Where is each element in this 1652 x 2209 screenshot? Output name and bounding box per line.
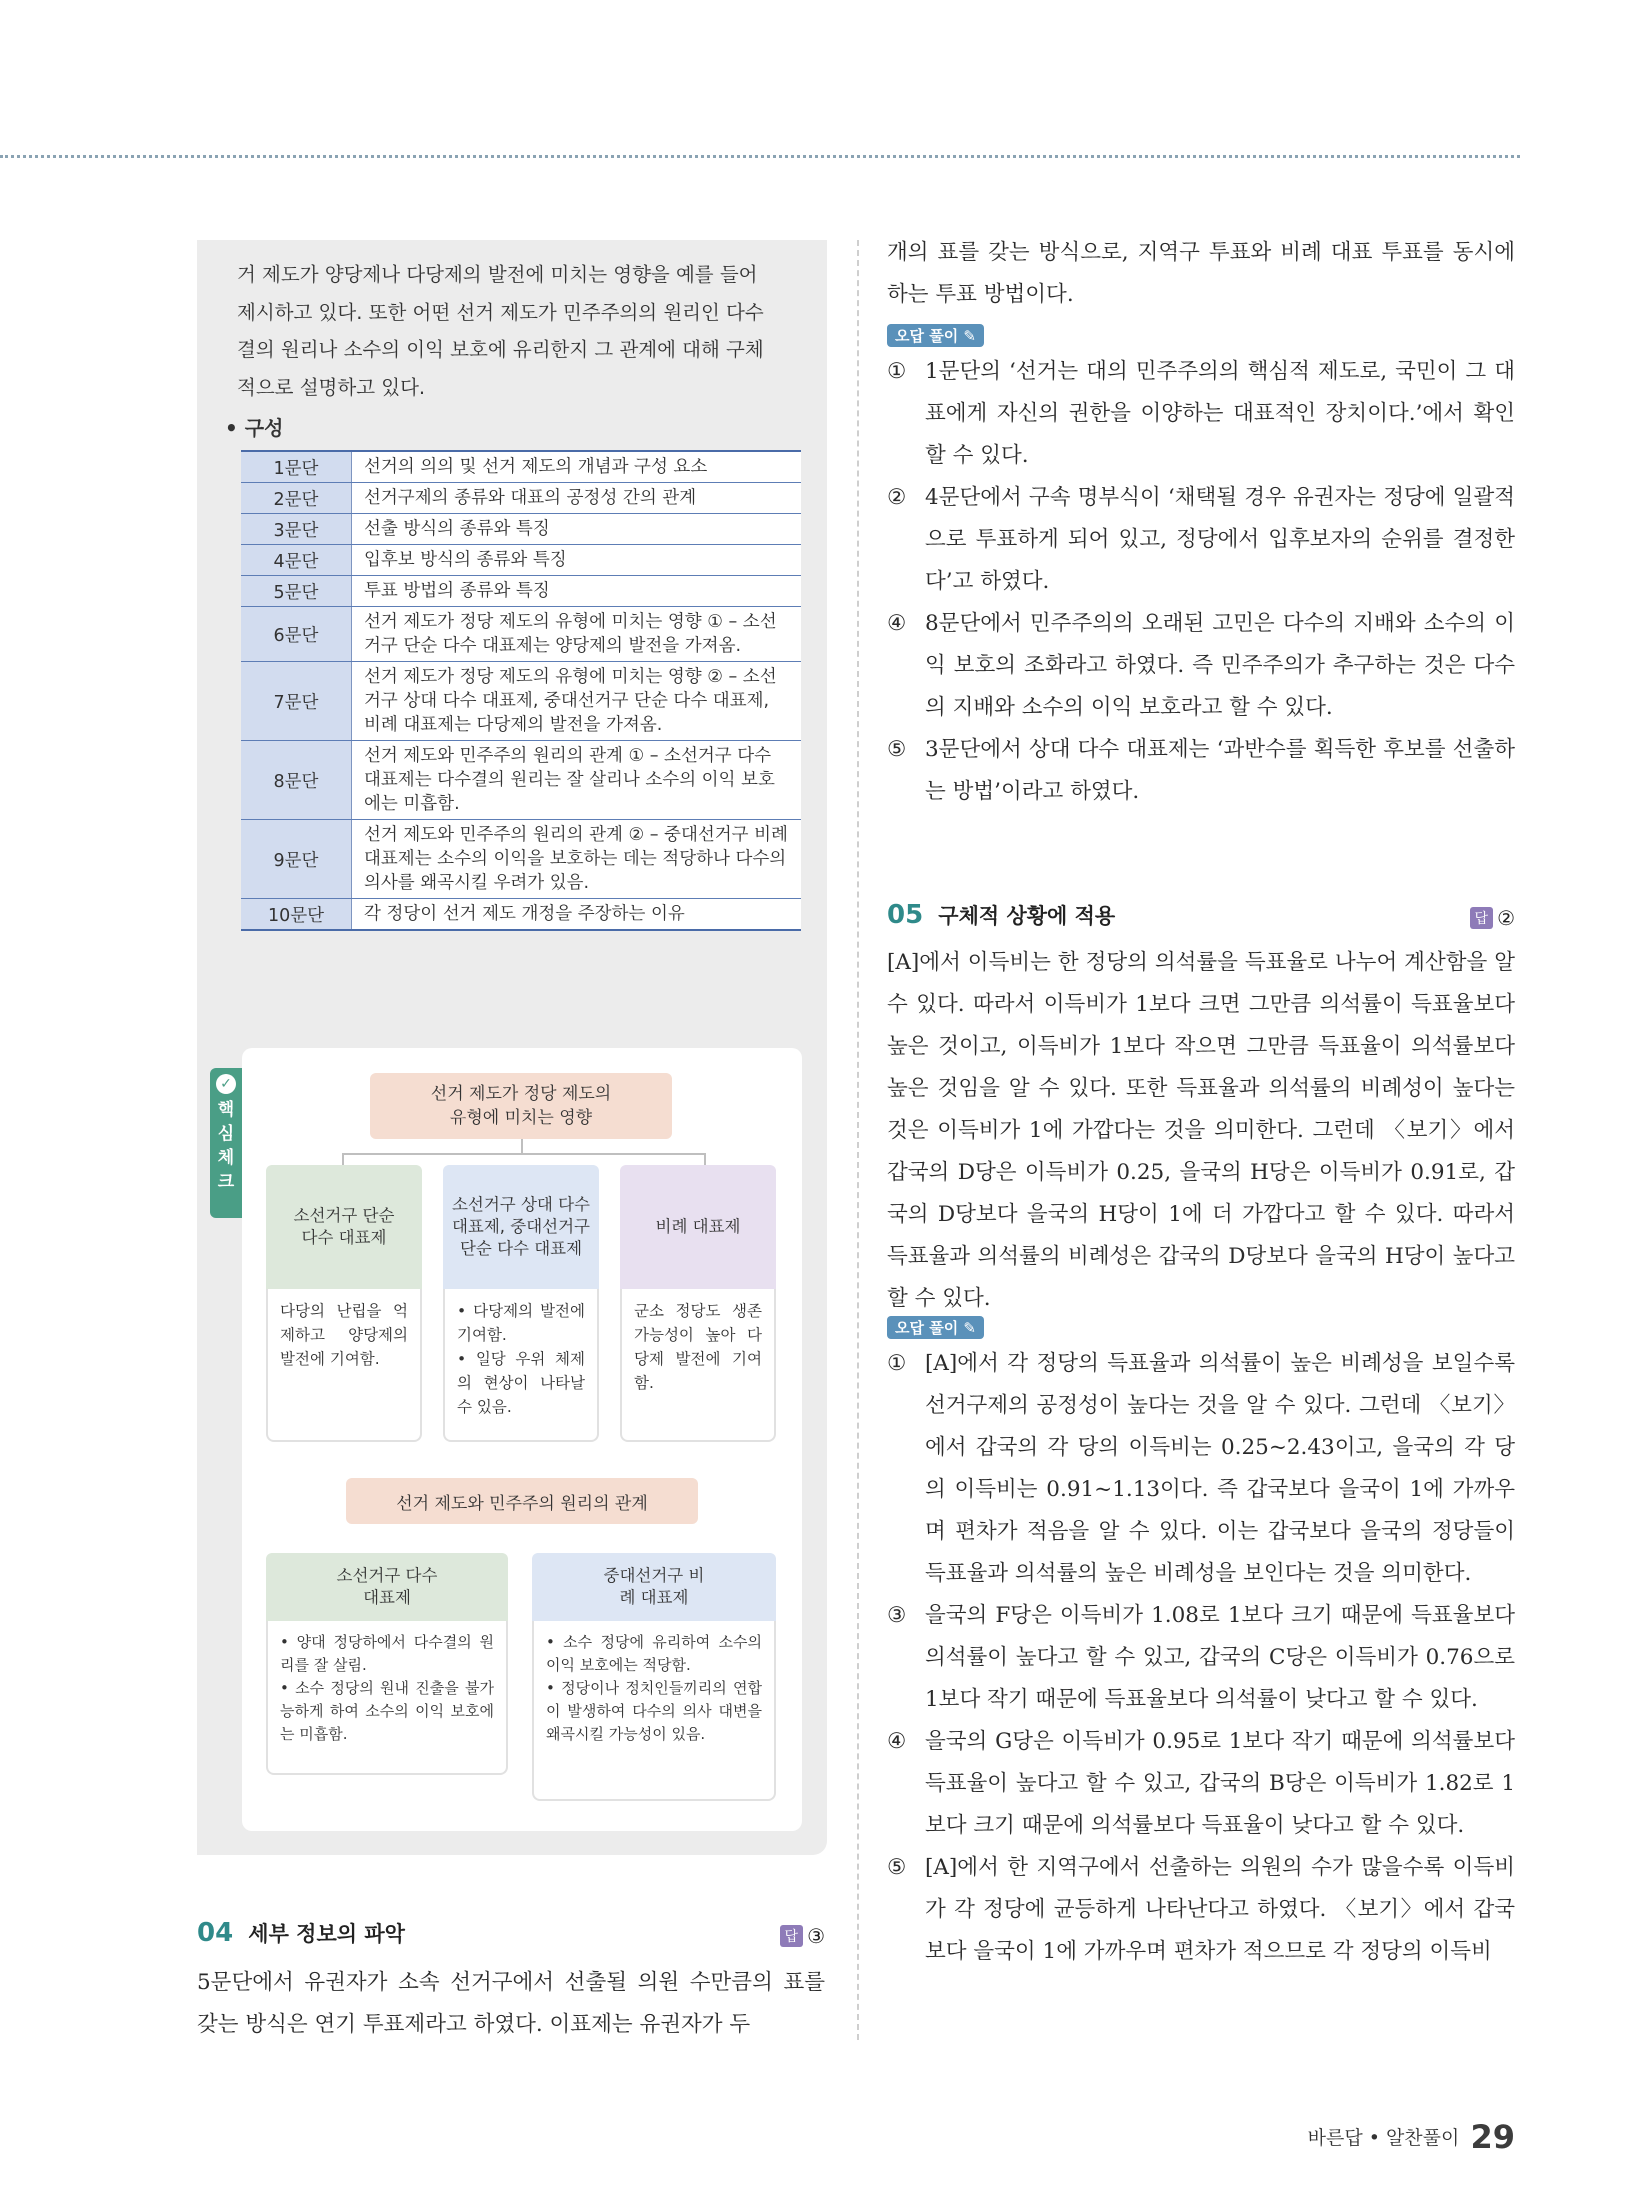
section-05-header: [887, 900, 1515, 936]
tab-char: 체: [217, 1148, 235, 1168]
para-cell: 6문단: [241, 607, 352, 662]
core-diagram: [242, 1048, 802, 1831]
right-continuation: [887, 232, 1515, 316]
table-row: [241, 576, 801, 607]
para-cell: 9문단: [241, 820, 352, 899]
answer-label: 답: [780, 1925, 804, 1947]
column-divider: [857, 240, 859, 2040]
table-row: [241, 545, 801, 576]
item-mark: ⑤: [887, 737, 907, 762]
diagram-bot2-head: 중대선거구 비례 대표제: [532, 1553, 776, 1621]
top-dotted-rule: [0, 155, 1520, 158]
para-cell: 2문단: [241, 483, 352, 514]
diagram-bot1-card: [266, 1621, 508, 1775]
col3-desc: 군소 정당도 생존 가능성이 높아 다당제 발전에 기여함.: [634, 1302, 762, 1392]
table-row: [241, 514, 801, 545]
body-paragraph: 5문단에서 유권자가 소속 선거구에서 선출될 의원 수만큼의 표를 갖는 방식은 연기 투표제라고 하였다. 이표제는 유권자가 두: [197, 1970, 825, 2037]
section-title: 구체적 상황에 적용: [938, 904, 1116, 928]
table-row: [241, 899, 801, 931]
connector: [521, 1139, 523, 1153]
section-number: 05: [887, 900, 924, 930]
item-text: [A]에서 한 지역구에서 선출하는 의원의 수가 많을수록 이득비가 각 정당에 균등하게 나타난다고 하였다. 〈보기〉에서 갑국보다 을국이 1에 가까우며 편차가 적으므로 각 정당의 이득비: [925, 1855, 1515, 1964]
bot1-item: • 양대 정당하에서 다수결의 원리를 잘 살림.: [280, 1633, 494, 1674]
intro-line: 제시하고 있다. 또한 어떤 선거 제도가 민주주의의 원리인 다수: [237, 300, 764, 324]
answer-value: ③: [807, 1924, 825, 1948]
structure-table: [241, 450, 801, 931]
col2-item: • 다당제의 발전에 기여함.: [457, 1302, 585, 1344]
section-05-body: [887, 942, 1515, 1320]
para-cell: 5문단: [241, 576, 352, 607]
table-row: [241, 741, 801, 820]
diagram-bot2-card: [532, 1621, 776, 1801]
desc-cell: 선출 방식의 종류와 특징: [352, 514, 802, 545]
col2-item: • 일당 우위 체제의 현상이 나타날 수 있음.: [457, 1350, 585, 1416]
table-row: [241, 451, 801, 483]
bot2-item: • 정당이나 정치인들끼리의 연합이 발생하여 다수의 의사 대변을 왜곡시킬 가능성이 있음.: [546, 1679, 762, 1743]
tab-char: 핵: [217, 1100, 235, 1120]
desc-cell: 선거구제의 종류와 대표의 공정성 간의 관계: [352, 483, 802, 514]
page-footer: [1308, 2118, 1515, 2156]
item-mark: ④: [887, 611, 907, 636]
odap-block-1: [887, 324, 1515, 813]
diagram-bottom-title: 선거 제도와 민주주의 원리의 관계: [346, 1478, 698, 1524]
diagram-col1-card: [266, 1289, 422, 1442]
odap-label: 오답 풀이 ✎: [887, 1316, 984, 1339]
item-text: 8문단에서 민주주의의 오래된 고민은 다수의 지배와 소수의 이익 보호의 조화라고 하였다. 즉 민주주의가 추구하는 것은 다수의 지배와 소수의 이익 보호라고 할 수 있다.: [925, 611, 1515, 720]
item-mark: ①: [887, 1351, 907, 1376]
core-check-tab: [210, 1068, 242, 1218]
bot2-desc: [534, 1621, 774, 1756]
section-04-body: [197, 1962, 825, 2046]
odap-item: [887, 1343, 1515, 1595]
para-cell: 10문단: [241, 899, 352, 931]
diagram-col2-head: 소선거구 상대 다수 대표제, 중대선거구 단순 다수 대표제: [443, 1165, 599, 1289]
item-text: 을국의 G당은 이득비가 0.95로 1보다 작기 때문에 의석률보다 득표율이 높다고 할 수 있고, 갑국의 B당은 이득비가 1.82로 1보다 크기 때문에 의석률보다 득표율이 낮다고 할 수 있다.: [925, 1729, 1515, 1838]
desc-cell: 선거 제도가 정당 제도의 유형에 미치는 영향 ① – 소선거구 단순 다수 대표제는 양당제의 발전을 가져옴.: [352, 607, 802, 662]
item-text: 을국의 F당은 이득비가 1.08로 1보다 크기 때문에 득표율보다 의석률이 높다고 할 수 있고, 갑국의 C당은 이득비가 0.76으로 1보다 작기 때문에 득표율보다 의석률이 낮다고 할 수 있다.: [925, 1603, 1515, 1712]
odap-item: [887, 351, 1515, 477]
diagram-col3-head: 비례 대표제: [620, 1165, 776, 1289]
para-cell: 7문단: [241, 662, 352, 741]
desc-cell: 투표 방법의 종류와 특징: [352, 576, 802, 607]
tab-char: 심: [217, 1124, 235, 1144]
item-mark: ②: [887, 485, 907, 510]
odap-block-2: [887, 1316, 1515, 1973]
odap-label: 오답 풀이 ✎: [887, 324, 984, 347]
bot1-item: • 소수 정당의 원내 진출을 불가능하게 하여 소수의 이익 보호에는 미흡함.: [280, 1679, 494, 1743]
para-cell: 1문단: [241, 451, 352, 483]
answer-badge: [1470, 906, 1515, 930]
table-row: [241, 607, 801, 662]
composition-label: • 구성: [225, 416, 284, 440]
desc-cell: 선거 제도와 민주주의 원리의 관계 ① – 소선거구 다수 대표제는 다수결의 원리는 잘 살리나 소수의 이익 보호에는 미흡함.: [352, 741, 802, 820]
odap-item: [887, 1847, 1515, 1973]
odap-item: [887, 729, 1515, 813]
item-text: [A]에서 각 정당의 득표율과 의석률이 높은 비례성을 보일수록 선거구제의 공정성이 높다는 것을 알 수 있다. 그런데 〈보기〉에서 갑국의 각 당의 이득비는 0.25~2.43이고, 을국의 각 당의 이득비는 0.91~1.13이다. 즉 갑국보다 을국이 1에 가까우며 편차가 적음을 알 수 있다. 이는 갑국보다 을국의 정당들이 득표율과 의석률의 높은 비례성을 보인다는 것을 의미한다.: [925, 1351, 1515, 1586]
section-title: 세부 정보의 파악: [248, 1922, 405, 1946]
bot1-desc: [268, 1621, 506, 1756]
diagram-top-title: 선거 제도가 정당 제도의 유형에 미치는 영향: [370, 1073, 672, 1139]
intro-line: 거 제도가 양당제나 다당제의 발전에 미치는 영향을 예를 들어: [237, 263, 758, 286]
col1-desc: 다당의 난립을 억제하고 양당제의 발전에 기여함.: [280, 1302, 408, 1368]
footer-text: 바른답 • 알찬풀이: [1307, 2127, 1460, 2149]
body-paragraph: 개의 표를 갖는 방식으로, 지역구 투표와 비례 대표 투표를 동시에 하는 투표 방법이다.: [887, 240, 1515, 307]
section-number: 04: [197, 1918, 234, 1948]
para-cell: 8문단: [241, 741, 352, 820]
desc-cell: 선거 제도와 민주주의 원리의 관계 ② – 중대선거구 비례 대표제는 소수의 이익을 보호하는 데는 적당하나 다수의 의사를 왜곡시킬 우려가 있음.: [352, 820, 802, 899]
section-04-header: [197, 1918, 825, 1954]
odap-item: [887, 603, 1515, 729]
odap-item: [887, 1595, 1515, 1721]
diagram-col3-card: [620, 1289, 776, 1442]
odap-text: 오답 풀이: [895, 1319, 959, 1337]
check-icon: ✓: [216, 1074, 236, 1094]
answer-badge: [780, 1924, 825, 1948]
item-mark: ①: [887, 359, 907, 384]
intro-line: 결의 원리나 소수의 이익 보호에 유리한지 그 관계에 대해 구체: [237, 338, 764, 361]
para-cell: 3문단: [241, 514, 352, 545]
odap-item: [887, 477, 1515, 603]
col2-desc: [445, 1289, 597, 1429]
answer-label: 답: [1470, 907, 1494, 929]
odap-item: [887, 1721, 1515, 1847]
diagram-bot1-head: 소선거구 다수 대표제: [266, 1553, 508, 1621]
tab-char: 크: [217, 1172, 235, 1192]
desc-cell: 선거 제도가 정당 제도의 유형에 미치는 영향 ② – 소선거구 상대 다수 대표제, 중대선거구 단순 다수 대표제, 비례 대표제는 다당제의 발전을 가져옴.: [352, 662, 802, 741]
table-row: [241, 820, 801, 899]
page-number: 29: [1470, 2118, 1515, 2156]
intro-line: 적으로 설명하고 있다.: [237, 375, 426, 399]
item-text: 4문단에서 구속 명부식이 ‘채택될 경우 유권자는 정당에 일괄적으로 투표하게 되어 있고, 정당에서 입후보자의 순위를 결정한다’고 하였다.: [925, 485, 1515, 594]
body-paragraph: [A]에서 이득비는 한 정당의 의석률을 득표율로 나누어 계산함을 알 수 있다. 따라서 이득비가 1보다 크면 그만큼 의석률이 득표율보다 높은 것이고, 이득비가 1보다 작으면 그만큼 득표율이 의석률보다 높은 것임을 알 수 있다. 또한 득표율과 의석률의 비례성이 높다는 것은 이득비가 1에 가깝다는 것을 의미한다. 그런데 〈보기〉에서 갑국의 D당은 이득비가 0.25, 을국의 H당은 이득비가 0.91로, 갑국의 D당보다 을국의 H당이 1에 더 가깝다고 할 수 있다. 따라서 득표율과 의석률의 비례성은 갑국의 D당보다 을국의 H당이 높다고 할 수 있다.: [887, 950, 1515, 1311]
table-row: [241, 662, 801, 741]
desc-cell: 선거의 의의 및 선거 제도의 개념과 구성 요소: [352, 451, 802, 483]
table-row: [241, 483, 801, 514]
diagram-col2-card: [443, 1289, 599, 1442]
diagram-col1-head: 소선거구 단순 다수 대표제: [266, 1165, 422, 1289]
bot2-item: • 소수 정당에 유리하여 소수의 이익 보호에는 적당함.: [546, 1633, 762, 1674]
para-cell: 4문단: [241, 545, 352, 576]
summary-intro: [237, 256, 802, 406]
item-mark: ③: [887, 1603, 907, 1628]
item-text: 1문단의 ‘선거는 대의 민주주의의 핵심적 제도로, 국민이 그 대표에게 자신의 권한을 이양하는 대표적인 장치이다.’에서 확인할 수 있다.: [925, 359, 1515, 468]
desc-cell: 입후보 방식의 종류와 특징: [352, 545, 802, 576]
answer-value: ②: [1497, 906, 1515, 930]
item-mark: ④: [887, 1729, 907, 1754]
item-text: 3문단에서 상대 다수 대표제는 ‘과반수를 획득한 후보를 선출하는 방법’이라고 하였다.: [925, 737, 1515, 804]
item-mark: ⑤: [887, 1855, 907, 1880]
desc-cell: 각 정당이 선거 제도 개정을 주장하는 이유: [352, 899, 802, 931]
odap-text: 오답 풀이: [895, 327, 959, 345]
